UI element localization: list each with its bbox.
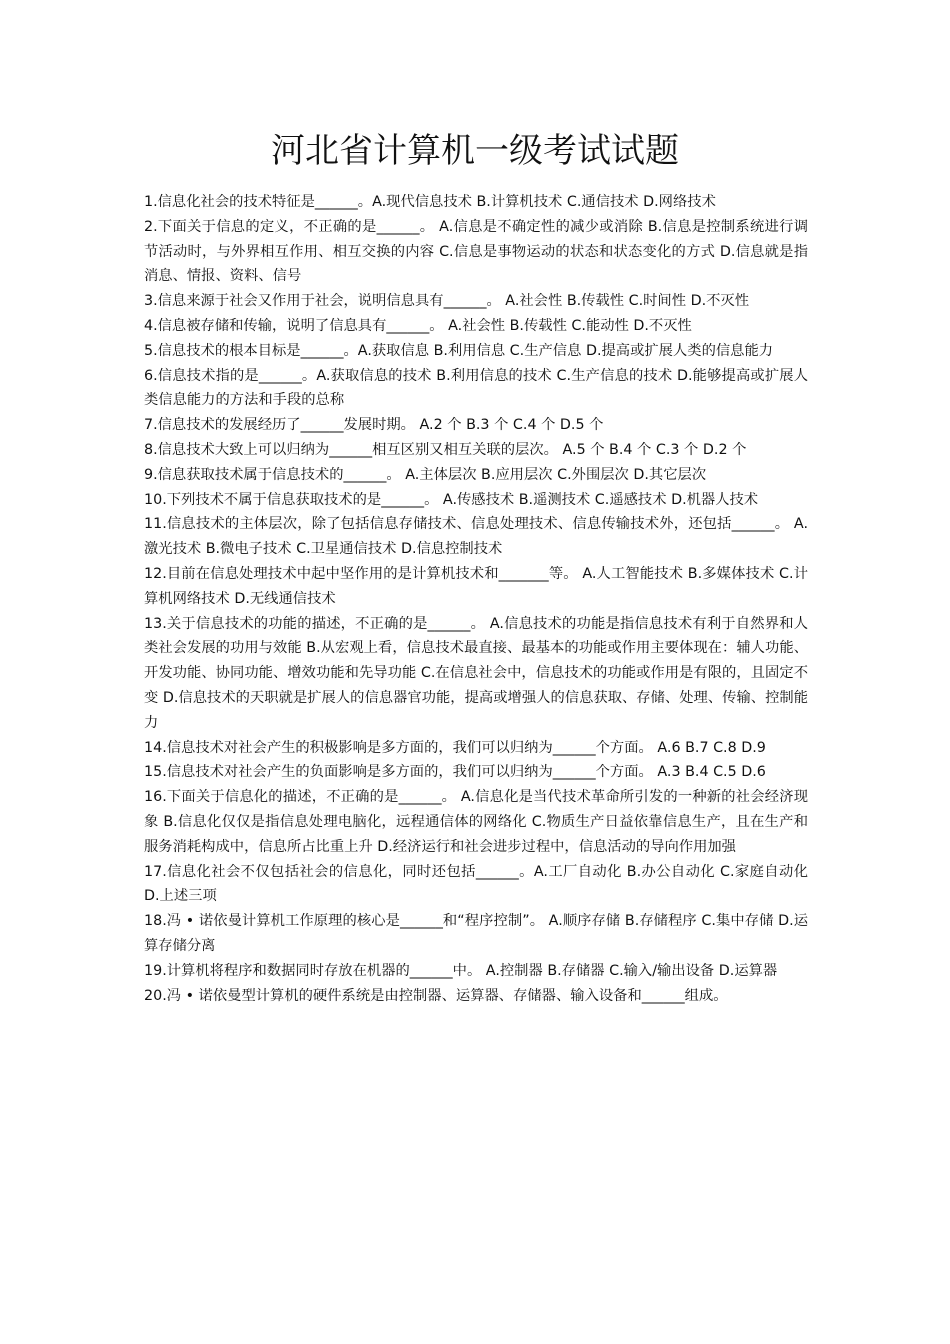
question-item: 15.信息技术对社会产生的负面影响是多方面的，我们可以归纳为______个方面。 A.3 B.4 C.5 D.6 — [144, 764, 766, 781]
question-item: 11.信息技术的主体层次，除了包括信息存储技术、信息处理技术、信息传输技术外，还包括______。 A.激光技术 B.微电子技术 C.卫星通信技术 D.信息控制技术 — [144, 516, 808, 558]
question-item: 6.信息技术指的是______。A.获取信息的技术 B.利用信息的技术 C.生产信息的技术 D.能够提高或扩展人类信息能力的方法和手段的总称 — [144, 367, 808, 409]
question-item: 19.计算机将程序和数据同时存放在机器的______中。 A.控制器 B.存储器 C.输入/输出设备 D.运算器 — [144, 962, 778, 979]
question-item: 12.目前在信息处理技术中起中坚作用的是计算机技术和_______等。 A.人工智能技术 B.多媒体技术 C.计算机网络技术 D.无线通信技术 — [144, 565, 808, 607]
question-item: 16.下面关于信息化的描述，不正确的是______。 A.信息化是当代技术革命所引发的一种新的社会经济现象 B.信息化仅仅是指信息处理电脑化，远程通信体的网络化 C.物质生产日益依靠信息生产，且在生产和服务消耗构成中，信息所占比重上升 D.经济运行和社会进步过程中，信息活动的导向作用加强 — [144, 789, 808, 855]
question-item: 5.信息技术的根本目标是______。A.获取信息 B.利用信息 C.生产信息 D.提高或扩展人类的信息能力 — [144, 342, 774, 359]
question-item: 4.信息被存储和传输，说明了信息具有______。 A.社会性 B.传载性 C.能动性 D.不灭性 — [144, 317, 692, 334]
question-item: 10.下列技术不属于信息获取技术的是______。 A.传感技术 B.遥测技术 C.遥感技术 D.机器人技术 — [144, 491, 759, 508]
question-item: 13.关于信息技术的功能的描述，不正确的是______。 A.信息技术的功能是指信息技术有利于自然界和人类社会发展的功用与效能 B.从宏观上看，信息技术最直接、最基本的功能或作用主要体现在：辅人功能、开发功能、协同功能、增效功能和先导功能 C.在信息社会中，信息技术的功能或作用是有限的，且固定不变 D.信息技术的天职就是扩展人的信息器官功能，提高或增强人的信息获取、存储、处理、传输、控制能力 — [144, 615, 808, 731]
question-list — [144, 190, 808, 1008]
question-item: 8.信息技术大致上可以归纳为______相互区别又相互关联的层次。 A.5 个 B.4 个 C.3 个 D.2 个 — [144, 441, 747, 458]
question-item: 20.冯 • 诺依曼型计算机的硬件系统是由控制器、运算器、存储器、输入设备和______组成。 — [144, 987, 728, 1004]
question-item: 17.信息化社会不仅包括社会的信息化，同时还包括______。A.工厂自动化 B.办公自动化 C.家庭自动化 D.上述三项 — [144, 863, 808, 905]
question-item: 2.下面关于信息的定义，不正确的是______。 A.信息是不确定性的减少或消除 B.信息是控制系统进行调节活动时，与外界相互作用、相互交换的内容 C.信息是事物运动的状态和状态变化的方式 D.信息就是指消息、情报、资料、信号 — [144, 218, 808, 285]
question-item: 9.信息获取技术属于信息技术的______。 A.主体层次 B.应用层次 C.外围层次 D.其它层次 — [144, 466, 707, 483]
question-item: 18.冯 • 诺依曼计算机工作原理的核心是______和“程序控制”。 A.顺序存储 B.存储程序 C.集中存储 D.运算存储分离 — [144, 913, 808, 954]
question-item: 7.信息技术的发展经历了______发展时期。 A.2 个 B.3 个 C.4 个 D.5 个 — [144, 417, 604, 434]
question-item: 3.信息来源于社会又作用于社会，说明信息具有______。 A.社会性 B.传载性 C.时间性 D.不灭性 — [144, 293, 750, 310]
question-item: 1.信息化社会的技术特征是______。A.现代信息技术 B.计算机技术 C.通信技术 D.网络技术 — [144, 194, 716, 210]
document-title: 河北省计算机一级考试试题 — [271, 131, 679, 171]
question-item: 14.信息技术对社会产生的积极影响是多方面的，我们可以归纳为______个方面。 A.6 B.7 C.8 D.9 — [144, 739, 766, 756]
